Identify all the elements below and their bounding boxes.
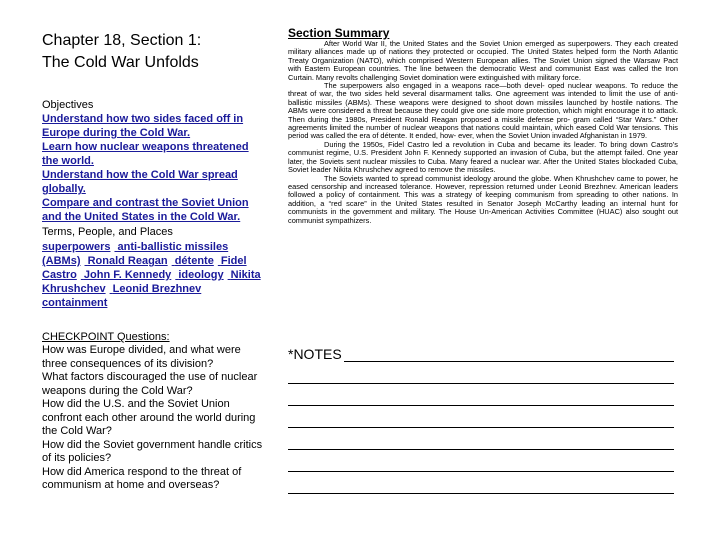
notes-line-3[interactable]: [288, 406, 674, 428]
notes-line-1[interactable]: [288, 362, 674, 384]
summary-heading: Section Summary: [288, 26, 390, 40]
term-containment[interactable]: containment: [42, 297, 108, 309]
checkpoint-question-5: How did America respond to the threat of communism at home and overseas?: [42, 465, 242, 491]
term-ideology[interactable]: ideology: [178, 269, 224, 281]
title-line-1: Chapter 18, Section 1:: [42, 32, 202, 49]
objective-link-4[interactable]: Compare and contrast the Soviet Union and the United States in the Cold War.: [42, 197, 249, 223]
summary-paragraph-2: The superpowers also engaged in a weapons race—both devel- oped nuclear weapons. To reduce the threat of war, the two sides held several disarmament talks. One agreement was intended to limit the use of anti-ballistic missiles (ABMs). These weapons were designed to shoot down missiles launched by hostile nations. The ABMs were considered a threat because they could give one side more protection, which might encourage it to attack. Then during the 1980s, President Ronald Reagan proposed a missile defense pro- gram called “Star Wars.” Other agreements limited the number of nuclear weapons that nations could maintain, which eased Cold War tensions. This period was called the era of détente. It ended, how- ever, when the Soviet Union invaded Afghanistan in 1979.: [288, 81, 678, 141]
objective-link-1[interactable]: Understand how two sides faced off in Europe during the Cold War.: [42, 113, 244, 139]
notes-line-4[interactable]: [288, 428, 674, 450]
page-title: [42, 30, 267, 74]
notes-line-5[interactable]: [288, 450, 674, 472]
title-line-2: The Cold War Unfolds: [42, 54, 199, 71]
checkpoint-question-4: How did the Soviet government handle critics of its policies?: [42, 438, 263, 464]
terms-list: [42, 240, 267, 310]
summary-paragraph-4: The Soviets wanted to spread communist ideology around the globe. When Khrushchev came to power, he eased censorship and increased tolerance. However, repression returned under Leonid Brezhnev. American leaders followed a policy of containment. This was a strategy of keeping communism from spreading to other nations. In addition, a “red scare” in the United States resulted in Senator Joseph McCarthy leading an internal hunt for communists in the government and military. The House Un-American Activities Committee (HUAC) also sought out communist sympathizers.: [288, 173, 678, 225]
summary-paragraph-1: After World War II, the United States and the Soviet Union emerged as superpowers. They each created military alliances made up of nations they protected or occupied. The United States helped form the North Atlantic Treaty Organization (NATO), which comprised Western European allies. The Soviet Union signed the Warsaw Pact with Eastern European countries. The line between the democratic West and communist East was called the Iron Curtain. Many revolts challenging Soviet domination were extinguished with military force.: [288, 39, 678, 82]
notes-area: [288, 346, 674, 494]
section-summary: [288, 26, 678, 225]
notes-heading-row: [288, 346, 674, 362]
term-john-f-kennedy[interactable]: John F. Kennedy: [83, 269, 172, 281]
summary-paragraph-3: During the 1950s, Fidel Castro led a revolution in Cuba and became its leader. To bring down Castro’s communist regime, U.S. President John F. Kennedy supported an invasion of Cuba, but the attempt failed. One year later, the Soviets sent nuclear missiles to Cuba. Many feared a nuclear war. After the United States blockaded Cuba, Soviet leader Nikita Khrushchev agreed to remove the missiles.: [288, 139, 678, 175]
term-abms[interactable]: anti-ballistic missiles (ABMs): [42, 241, 229, 267]
term-ronald-reagan[interactable]: Ronald Reagan: [87, 255, 168, 267]
notes-line-6[interactable]: [288, 472, 674, 494]
checkpoint-heading: CHECKPOINT Questions:: [42, 331, 170, 343]
objectives-heading: Objectives: [42, 99, 94, 111]
notes-line-2[interactable]: [288, 384, 674, 406]
term-fidel-castro[interactable]: Fidel Castro: [42, 255, 247, 281]
term-leonid-brezhnev[interactable]: Leonid Brezhnev: [112, 283, 202, 295]
term-nikita-khrushchev[interactable]: Nikita Khrushchev: [42, 269, 261, 295]
notes-line-0[interactable]: [344, 347, 674, 362]
terms-heading: Terms, People, and Places: [42, 226, 173, 238]
left-column: [42, 30, 267, 493]
checkpoint-question-2: What factors discouraged the use of nuclear weapons during the Cold War?: [42, 371, 258, 397]
checkpoint-question-3: How did the U.S. and the Soviet Union confront each other around the world during the Cold War?: [42, 398, 256, 437]
term-detente[interactable]: détente: [174, 255, 214, 267]
notes-label: *NOTES: [288, 346, 342, 362]
objective-link-3[interactable]: Understand how the Cold War spread globally.: [42, 169, 238, 195]
checkpoint-question-1: How was Europe divided, and what were three consequences of its division?: [42, 344, 241, 370]
objective-link-2[interactable]: Learn how nuclear weapons threatened the world.: [42, 141, 249, 167]
term-superpowers[interactable]: superpowers: [42, 241, 111, 253]
